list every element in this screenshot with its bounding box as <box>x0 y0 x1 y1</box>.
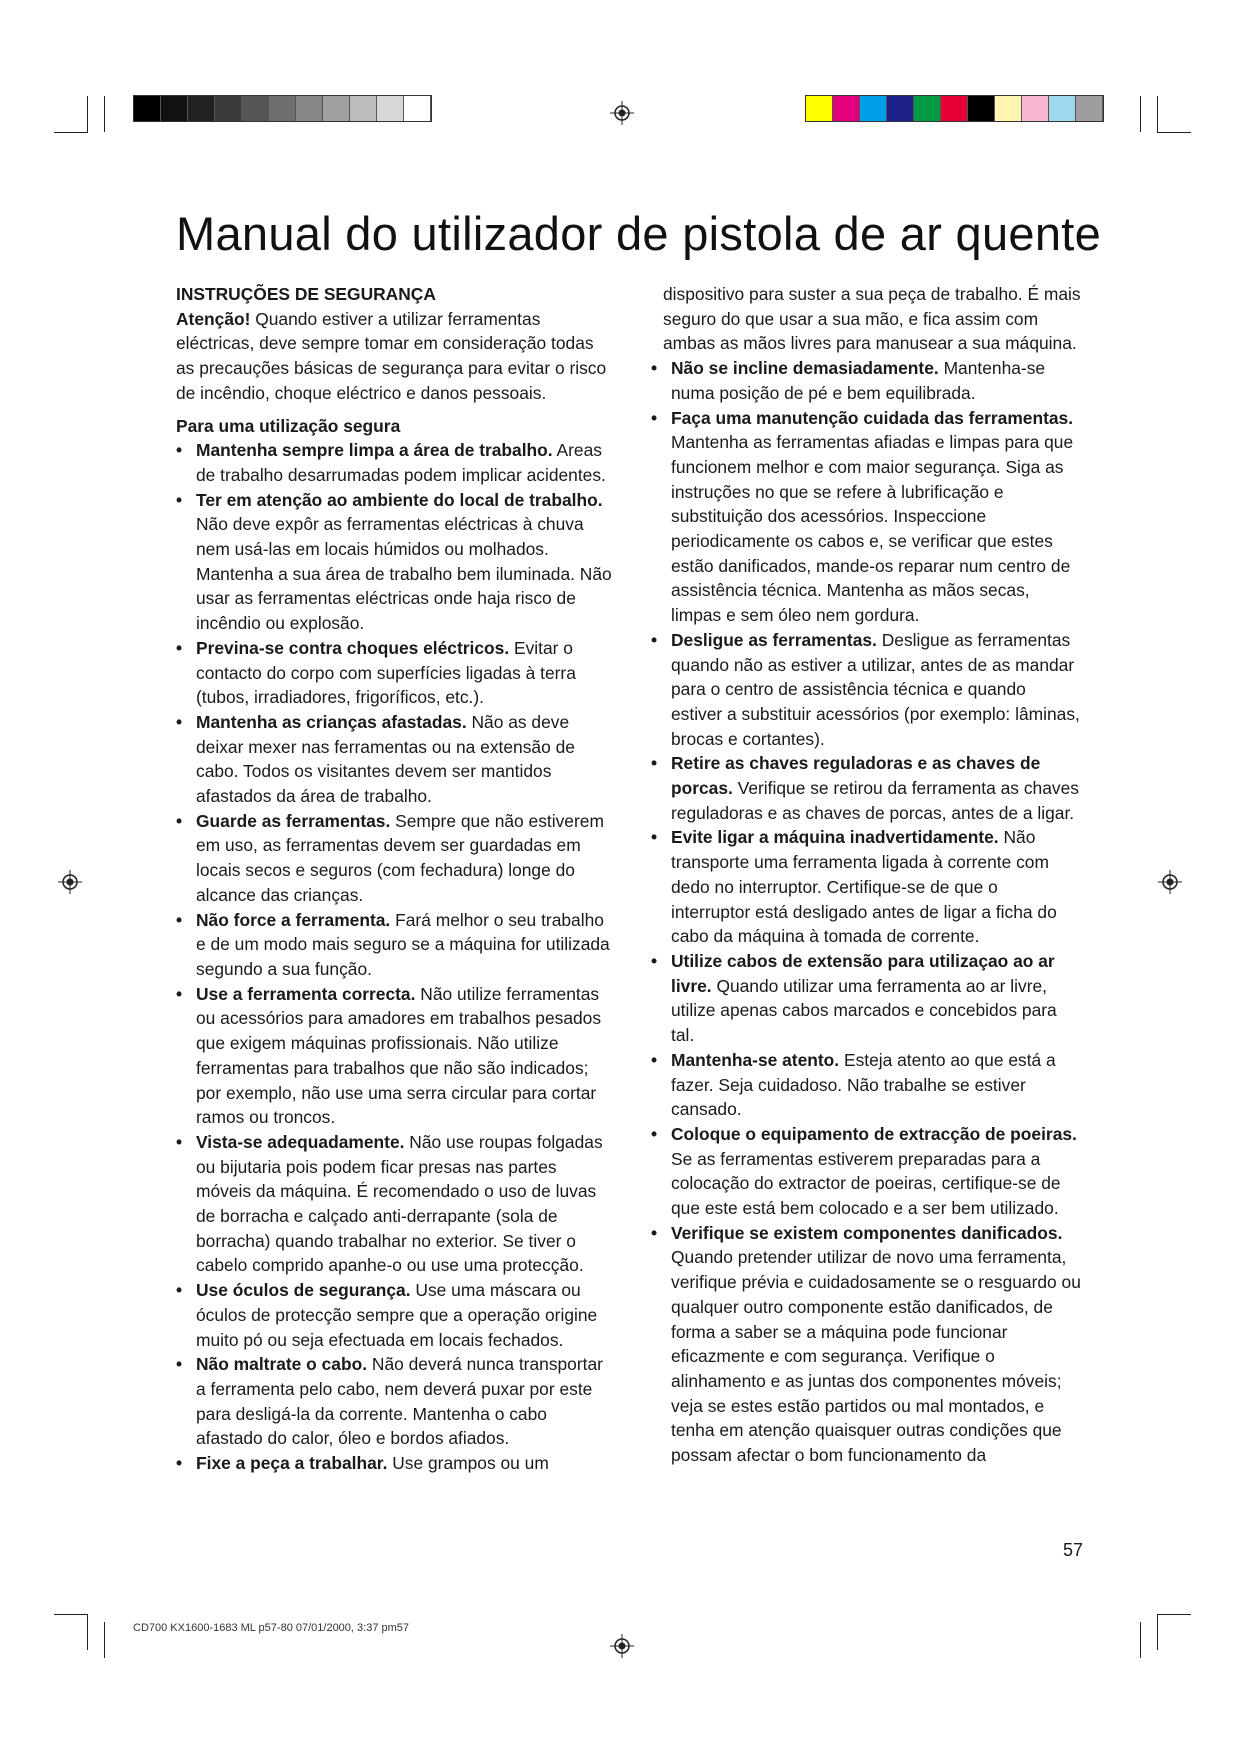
bullet-icon: • <box>176 810 183 831</box>
bullet-text: Fará melhor o seu trabalho e de um modo mais seguro se a máquina for utilizada segundo a sua função. <box>196 909 610 979</box>
continuation-paragraph: dispositivo para suster a sua peça de trabalho. É mais seguro do que usar a sua mão, e fica assim com ambas as mãos livres para manusear a sua máquina. <box>663 284 1081 354</box>
bullet-text: Se as ferramentas estiverem preparadas para a colocação do extractor de poeiras, certifique-se de que este está bem colocado e a ser bem utilizado. <box>671 1148 1061 1219</box>
right-column <box>651 282 1081 1468</box>
section-heading: INSTRUÇÕES DE SEGURANÇA <box>176 284 436 304</box>
color-swatch <box>1076 96 1103 121</box>
print-footer: CD700 KX1600-1683 ML p57-80 07/01/2000, 3:37 pm57 <box>133 1622 410 1634</box>
bullet-text: Verifique se retirou da ferramenta as chaves reguladoras e as chaves de porcas, antes de a ligar. <box>671 778 1079 823</box>
safety-bullet <box>176 438 616 487</box>
bullet-icon: • <box>651 1123 658 1144</box>
bullet-icon: • <box>651 827 658 848</box>
bullet-lead: Coloque o equipamento de extracção de poeiras. <box>671 1123 1077 1144</box>
bullet-text: Use uma máscara ou óculos de protecção sempre que a operação origine muito pó ou seja efectuada em locais fechados. <box>196 1280 598 1350</box>
bullet-text: Mantenha-se numa posição de pé e bem equilibrada. <box>671 358 1046 403</box>
intro-bold: Atenção! <box>176 308 251 329</box>
color-swatch <box>377 96 404 121</box>
bullet-icon: • <box>651 407 658 428</box>
bullet-lead: Guarde as ferramentas. <box>196 810 391 831</box>
subheading: Para uma utilização segura <box>176 415 401 436</box>
color-swatch <box>404 96 431 121</box>
safety-bullet <box>176 636 616 710</box>
safety-bullet <box>176 1352 616 1451</box>
registration-mark-icon <box>58 870 82 894</box>
color-swatch <box>968 96 995 121</box>
color-swatch <box>833 96 860 121</box>
safety-bullet <box>651 406 1081 628</box>
bullet-lead: Use a ferramenta correcta. <box>196 983 416 1004</box>
crop-mark <box>1157 1614 1191 1615</box>
bullet-text: Quando pretender utilizar de novo uma ferramenta, verifique prévia e cuidadosamente se o resguardo ou qualquer outro componente estão danificados, de forma a saber se a máquina pode funcionar eficazmente e com segurança. Verifique o alinhamento e as juntas dos componentes móveis; veja se estes estão partidos ou mal montados, e tenha em atenção quaisquer outras condições que possam afectar o bom funcionamento da <box>671 1247 1081 1466</box>
bullet-text: Não deve expôr as ferramentas eléctricas à chuva nem usá-las em locais húmidos ou molhados. Mantenha a sua área de trabalho bem iluminada. Não usar as ferramentas eléctricas onde haja risco de incêndio ou explosão. <box>196 514 612 634</box>
process-color-bar <box>805 95 1104 122</box>
crop-mark <box>1157 132 1191 133</box>
bullet-lead: Vista-se adequadamente. <box>196 1131 405 1152</box>
bullet-icon: • <box>176 440 183 461</box>
bullet-text: Evitar o contacto do corpo com superfícies ligadas à terra (tubos, irradiadores, frigoríficos, etc.). <box>196 637 576 708</box>
crop-mark <box>1140 96 1141 132</box>
bullet-icon: • <box>651 629 658 650</box>
bullet-icon: • <box>176 1453 183 1474</box>
color-swatch <box>806 96 833 121</box>
bullet-text: Não transporte uma ferramenta ligada à corrente com dedo no interruptor. Certifique-se de que o interruptor está desligado antes de ligar a ficha do cabo da máquina à tomada de corrente. <box>671 827 1057 947</box>
bullet-icon: • <box>651 950 658 971</box>
bullet-icon: • <box>651 1222 658 1243</box>
bullet-lead: Mantenha sempre limpa a área de trabalho. <box>196 440 553 461</box>
bullet-icon: • <box>176 489 183 510</box>
color-swatch <box>161 96 188 121</box>
bullet-icon: • <box>651 1049 658 1070</box>
safety-bullet <box>176 1130 616 1278</box>
bullet-icon: • <box>176 1280 183 1301</box>
safety-bullet <box>651 356 1081 405</box>
crop-mark <box>87 96 88 132</box>
intro-text: Quando estiver a utilizar ferramentas eléctricas, deve sempre tomar em consideração todas as precauções básicas de segurança para evitar o risco de incêndio, choque eléctrico e danos pessoais. <box>176 308 607 403</box>
bullet-text: Desligue as ferramentas quando não as estiver a utilizar, antes de as mandar para o centro de assistência técnica e quando estiver a substituir acessórios (por exemplo: lâminas, brocas e cortantes). <box>671 629 1080 749</box>
crop-mark <box>1157 96 1158 132</box>
registration-mark-icon <box>1158 870 1182 894</box>
bullet-icon: • <box>176 711 183 732</box>
safety-bullet <box>176 1278 616 1352</box>
color-swatch <box>941 96 968 121</box>
bullet-text: Mantenha as ferramentas afiadas e limpas para que funcionem melhor e com maior segurança. Siga as instruções no que se refere à lubrificação e substituição dos acessórios. Inspeccione periodicamente os cabos e, se verificar que estes estão danificados, mande-os reparar num centro de assistência técnica. Mantenha as mãos secas, limpas e sem óleo nem gordura. <box>671 432 1074 626</box>
page-number: 57 <box>1063 1540 1084 1560</box>
safety-bullet <box>651 1048 1081 1122</box>
bullet-icon: • <box>176 637 183 658</box>
color-swatch <box>1022 96 1049 121</box>
color-swatch <box>188 96 215 121</box>
crop-mark <box>54 132 88 133</box>
right-bullet-list <box>651 356 1081 1468</box>
safety-bullet <box>651 1221 1081 1468</box>
intro-paragraph <box>176 307 616 406</box>
safety-bullet <box>176 710 616 809</box>
bullet-text: Quando utilizar uma ferramenta ao ar livre, utilize apenas cabos marcados e concebidos para tal. <box>671 975 1057 1046</box>
bullet-lead: Faça uma manutenção cuidada das ferramentas. <box>671 407 1074 428</box>
color-swatch <box>269 96 296 121</box>
safety-bullet <box>176 809 616 908</box>
color-swatch <box>914 96 941 121</box>
color-swatch <box>995 96 1022 121</box>
color-swatch <box>323 96 350 121</box>
grayscale-color-bar <box>133 95 432 122</box>
bullet-text: Esteja atento ao que está a fazer. Seja cuidadoso. Não trabalhe se estiver cansado. <box>671 1049 1056 1120</box>
left-bullet-list <box>176 438 616 1476</box>
bullet-icon: • <box>651 753 658 774</box>
bullet-lead: Fixe a peça a trabalhar. <box>196 1453 388 1474</box>
bullet-text: Sempre que não estiverem em uso, as ferramentas devem ser guardadas em locais secos e seguros (com fechadura) longe do alcance das crianças. <box>196 810 604 905</box>
bullet-text: Não deverá nunca transportar a ferramenta pelo cabo, nem deverá puxar por este para desligá-la da corrente. Mantenha o cabo afastado do calor, óleo e bordos afiados. <box>196 1354 603 1449</box>
safety-bullet <box>651 751 1081 825</box>
bullet-lead: Use óculos de segurança. <box>196 1280 411 1301</box>
crop-mark <box>1140 1622 1141 1658</box>
bullet-lead: Utilize cabos de extensão para utilizaçao ao ar livre. <box>671 950 1055 996</box>
registration-mark-icon <box>610 101 634 125</box>
bullet-lead: Não se incline demasiadamente. <box>671 358 939 379</box>
safety-bullet <box>651 825 1081 949</box>
bullet-text: Não use roupas folgadas ou bijutaria pois podem ficar presas nas partes móveis da máquina. É recomendado o uso de luvas de borracha e calçado anti-derrapante (sola de borracha) quando trabalhar no exterior. Se tiver o cabelo comprido apanhe-o ou use uma protecção. <box>196 1131 603 1276</box>
bullet-icon: • <box>176 909 183 930</box>
safety-bullet <box>651 628 1081 752</box>
safety-bullet <box>651 1122 1081 1221</box>
bullet-lead: Não force a ferramenta. <box>196 909 391 930</box>
color-swatch <box>350 96 377 121</box>
bullet-icon: • <box>176 1131 183 1152</box>
page-title: Manual do utilizador de pistola de ar quente <box>176 207 1102 260</box>
color-swatch <box>242 96 269 121</box>
crop-mark <box>104 1622 105 1658</box>
color-swatch <box>1049 96 1076 121</box>
bullet-lead: Mantenha-se atento. <box>671 1049 840 1070</box>
safety-bullet <box>176 908 616 982</box>
color-swatch <box>860 96 887 121</box>
bullet-icon: • <box>651 358 658 379</box>
bullet-text: Areas de trabalho desarrumadas podem implicar acidentes. <box>196 440 606 485</box>
bullet-lead: Não maltrate o cabo. <box>196 1354 368 1375</box>
safety-bullet <box>651 949 1081 1048</box>
crop-mark <box>87 1614 88 1650</box>
registration-mark-icon <box>610 1634 634 1658</box>
bullet-text: Use grampos ou um <box>387 1453 549 1474</box>
bullet-lead: Previna-se contra choques eléctricos. <box>196 637 510 658</box>
bullet-text: Não as deve deixar mexer nas ferramentas ou na extensão de cabo. Todos os visitantes devem ser mantidos afastados da área de trabalho. <box>196 711 575 807</box>
bullet-lead: Retire as chaves reguladoras e as chaves de porcas. <box>671 753 1041 799</box>
bullet-lead: Evite ligar a máquina inadvertidamente. <box>671 827 999 848</box>
color-swatch <box>296 96 323 121</box>
bullet-icon: • <box>176 1354 183 1375</box>
crop-mark <box>1157 1614 1158 1650</box>
bullet-lead: Ter em atenção ao ambiente do local de trabalho. <box>196 489 603 510</box>
safety-bullet <box>176 1451 616 1476</box>
bullet-icon: • <box>176 983 183 1004</box>
left-column <box>176 282 616 1476</box>
bullet-lead: Desligue as ferramentas. <box>671 629 877 650</box>
color-swatch <box>134 96 161 121</box>
bullet-lead: Verifique se existem componentes danificados. <box>671 1222 1063 1243</box>
color-swatch <box>215 96 242 121</box>
color-swatch <box>887 96 914 121</box>
safety-bullet <box>176 488 616 636</box>
bullet-lead: Mantenha as crianças afastadas. <box>196 711 467 732</box>
crop-mark <box>104 96 105 132</box>
bullet-text: Não utilize ferramentas ou acessórios para amadores em trabalhos pesados que exigem máquinas profissionais. Não utilize ferramentas para trabalhos que não são indicados; por exemplo, não use uma serra circular para cortar ramos ou troncos. <box>196 983 602 1128</box>
crop-mark <box>54 1614 88 1615</box>
safety-bullet <box>176 982 616 1130</box>
